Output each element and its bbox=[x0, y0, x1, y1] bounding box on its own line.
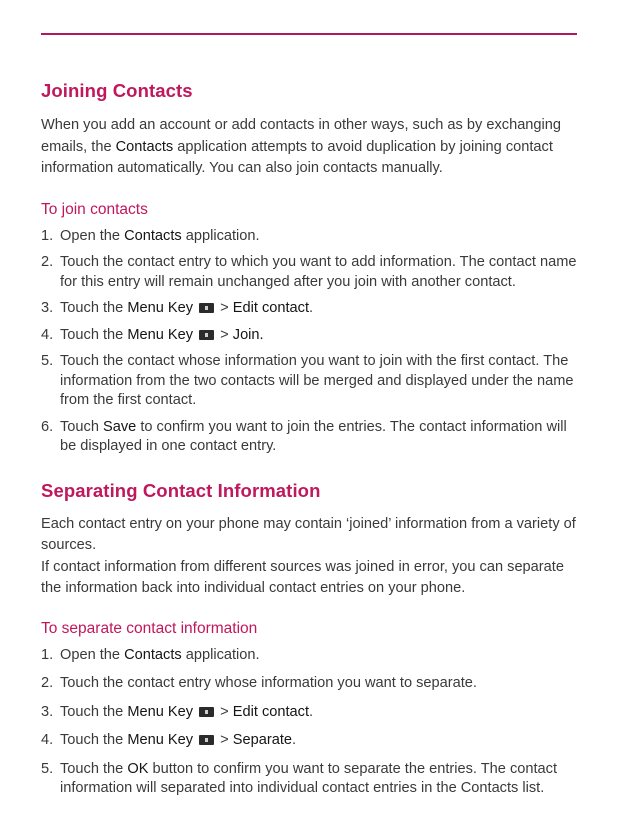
list-item: 2. Touch the contact entry whose information you want to separate. bbox=[41, 675, 477, 691]
menu-key-icon bbox=[199, 707, 214, 717]
list-item: 5. Touch the contact whose information you want to join with the first contact. The information from the two contacts will be merged and displayed under the name from the first contact. bbox=[41, 353, 574, 408]
separating-intro-1: Each contact entry on your phone may contain ‘joined’ information from a variety of sources. bbox=[41, 515, 576, 553]
menu-key-icon bbox=[199, 735, 214, 745]
list-item: 3. Touch the Menu Key > Edit contact. bbox=[41, 300, 314, 316]
list-item: 3. Touch the Menu Key > Edit contact. bbox=[41, 703, 314, 720]
separating-intro-2: If contact information from different sources was joined in error, you can separate the information back into individual contact entries on your phone. bbox=[41, 558, 564, 596]
section-title-separating: Separating Contact Information bbox=[41, 479, 321, 501]
subtitle-join-contacts: To join contacts bbox=[41, 200, 148, 218]
subtitle-separate-contact-information: To separate contact information bbox=[41, 619, 258, 637]
menu-key-icon bbox=[199, 303, 214, 313]
join-steps-list bbox=[41, 227, 581, 457]
section-title-joining: Joining Contacts bbox=[41, 80, 193, 101]
separate-steps-list bbox=[41, 646, 581, 799]
list-item: 5. Touch the OK button to confirm you want to separate the entries. The contact information will separated into individual contact entries in the Contacts list. bbox=[41, 760, 558, 796]
list-item: 4. Touch the Menu Key > Join. bbox=[41, 326, 264, 343]
list-item: 1. Open the Contacts application. bbox=[41, 227, 260, 244]
list-item: 6. Touch Save to confirm you want to join the entries. The contact information will be displayed in one contact entry. bbox=[41, 418, 567, 454]
menu-key-icon bbox=[199, 330, 214, 340]
joining-intro: When you add an account or add contacts in other ways, such as by exchanging emails, the Contacts application attempts to avoid duplication by joining contact information automatically. You can also join contacts manually. bbox=[41, 117, 562, 176]
header-rule bbox=[41, 33, 577, 35]
contacts-app-name: Contacts bbox=[115, 138, 174, 155]
page-content bbox=[41, 80, 581, 799]
list-item: 2. Touch the contact entry to which you want to add information. The contact name for this entry will remain unchanged after you join with another contact. bbox=[41, 254, 577, 290]
list-item: 4. Touch the Menu Key > Separate. bbox=[41, 732, 297, 748]
list-item: 1. Open the Contacts application. bbox=[41, 646, 260, 663]
